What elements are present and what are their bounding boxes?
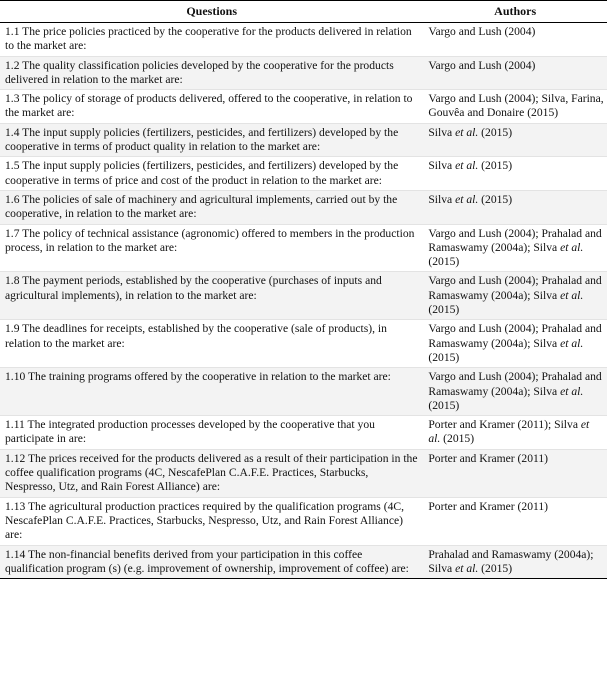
author-cell: Vargo and Lush (2004) [423,56,607,90]
author-cell: Vargo and Lush (2004) [423,23,607,57]
question-cell: 1.6 The policies of sale of machinery and agricultural implements, carried out by the cooperative, in relation to the market are: [0,190,423,224]
author-cell [423,157,607,191]
author-cell: Porter and Kramer (2011) [423,449,607,497]
table-row [0,56,607,90]
author-text: Vargo and Lush (2004); Prahalad and Ramaswamy (2004a); Silva [428,274,602,302]
question-cell: 1.4 The input supply policies (fertilizers, pesticides, and fertilizers) developed by the cooperative in terms of product quality in relation to the market are: [0,123,423,157]
author-text: Prahalad and Ramaswamy (2004a); Silva [428,547,594,575]
header-row [0,1,607,23]
author-et-al: et al. [560,336,584,350]
author-cell [423,123,607,157]
question-cell: 1.11 The integrated production processes developed by the cooperative that you participate in are: [0,416,423,450]
author-text: Vargo and Lush (2004); Prahalad and Ramaswamy (2004a); Silva [428,370,602,398]
author-cell [423,320,607,368]
table-row [0,224,607,272]
questions-header: Questions [0,1,423,23]
author-et-al: et al. [560,240,584,254]
author-text: Silva [428,159,456,173]
authors-header: Authors [423,1,607,23]
author-year: (2015) [478,192,513,206]
author-et-al: et al. [455,561,479,575]
question-cell: 1.3 The policy of storage of products delivered, offered to the cooperative, in relation to the market are: [0,90,423,124]
author-text: Porter and Kramer (2011); Silva [428,418,581,432]
table-row [0,90,607,124]
author-year: (2015) [428,255,460,269]
author-year: (2015) [428,398,460,412]
author-et-al: et al. [455,125,479,139]
question-cell: 1.2 The quality classification policies developed by the cooperative for the products delivered in relation to the market are: [0,56,423,90]
table-row [0,416,607,450]
table-row [0,157,607,191]
table-row [0,545,607,579]
table-row [0,272,607,320]
author-et-al: et al. [455,192,479,206]
author-year: (2015) [478,561,513,575]
table-body [0,23,607,579]
author-year: (2015) [428,303,460,317]
author-year: (2015) [428,350,460,364]
table-row [0,449,607,497]
table-row [0,190,607,224]
table-row [0,123,607,157]
author-cell [423,416,607,450]
author-cell [423,190,607,224]
author-et-al: et al. [560,384,584,398]
question-cell: 1.5 The input supply policies (fertilizers, pesticides, and fertilizers) developed by the cooperative in terms of price and cost of the product in relation to the market are: [0,157,423,191]
author-year: (2015) [478,159,513,173]
table-row [0,497,607,545]
author-cell [423,368,607,416]
author-text: Silva [428,192,456,206]
author-year: (2015) [478,125,513,139]
author-cell: Porter and Kramer (2011) [423,497,607,545]
question-cell: 1.8 The payment periods, established by the cooperative (purchases of inputs and agricultural implements), in relation to the market are: [0,272,423,320]
author-text: Vargo and Lush (2004); Prahalad and Ramaswamy (2004a); Silva [428,226,602,254]
question-cell: 1.14 The non-financial benefits derived from your participation in this coffee qualification program (s) (e.g. improvement of ownership, improvement of coffee) are: [0,545,423,579]
author-et-al: et al. [428,418,590,446]
table-row [0,23,607,57]
question-cell: 1.13 The agricultural production practices required by the qualification programs (4C, NescafePlan C.A.F.E. Practices, Starbucks, Nespresso, Utz, and Rain Forest Alliance) are: [0,497,423,545]
author-cell [423,224,607,272]
author-text: Vargo and Lush (2004); Prahalad and Ramaswamy (2004a); Silva [428,322,602,350]
author-cell [423,272,607,320]
author-et-al: et al. [560,288,584,302]
table-row [0,368,607,416]
question-cell: 1.7 The policy of technical assistance (agronomic) offered to members in the production process, in relation to the market are: [0,224,423,272]
question-cell: 1.1 The price policies practiced by the cooperative for the products delivered in relation to the market are: [0,23,423,57]
author-et-al: et al. [455,159,479,173]
author-year: (2015) [440,432,475,446]
table-row [0,320,607,368]
question-cell: 1.10 The training programs offered by the cooperative in relation to the market are: [0,368,423,416]
author-cell [423,545,607,579]
author-text: Silva [428,125,456,139]
author-cell: Vargo and Lush (2004); Silva, Farina, Gouvêa and Donaire (2015) [423,90,607,124]
question-cell: 1.12 The prices received for the products delivered as a result of their participation in the coffee qualification programs (4C, NescafePlan C.A.F.E. Practices, Starbucks, Nespresso, Utz, and Rain Forest Alliance) are: [0,449,423,497]
question-cell: 1.9 The deadlines for receipts, established by the cooperative (sale of products), in relation to the market are: [0,320,423,368]
